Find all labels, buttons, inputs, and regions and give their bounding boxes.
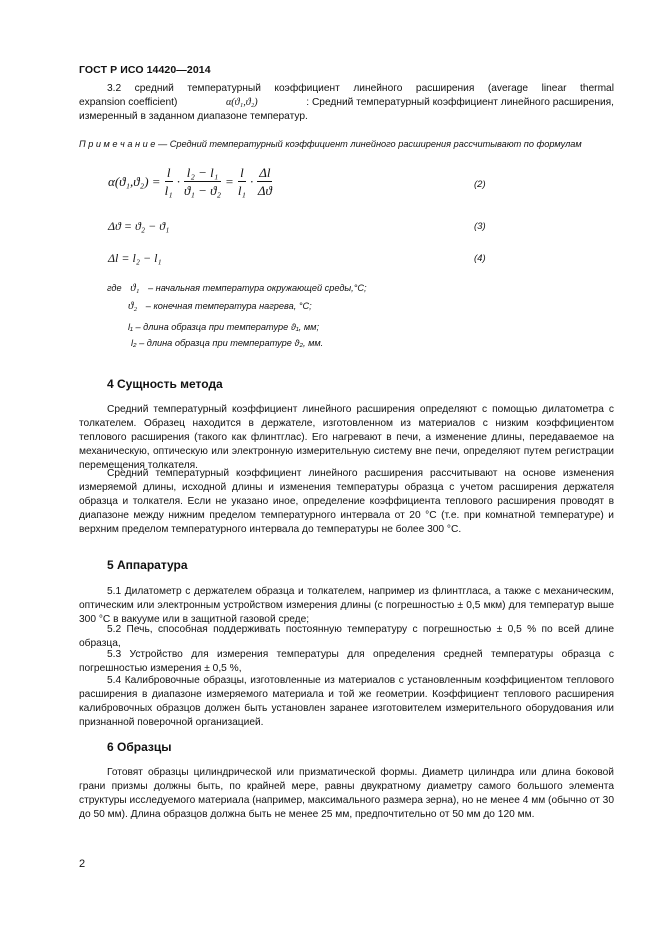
section-4-heading: 4 Сущность метода <box>107 377 223 391</box>
formula-2-fraction-1 <box>165 164 173 199</box>
standard-header: ГОСТ Р ИСО 14420—2014 <box>79 64 211 76</box>
section-6-paragraph-1: Готовят образцы цилиндрической или призматической формы. Диаметр цилиндра или длина боковой грани призмы должны быть, по крайней мере, равны двукратному диаметру самого большого элемента структуры исследуемого материала (например, максимального размера зерна), но не менее 4 мм (обычно от 30 до 50 мм). Длина образцов должна быть не менее 25 мм, предпочтительно от 50 мм до 120 мм. <box>79 767 614 820</box>
fraction-numerator: l <box>165 164 173 182</box>
formula-2 <box>108 164 272 199</box>
where-line-1 <box>107 282 367 294</box>
definition-line-2 <box>79 96 614 110</box>
formula-4-number: (4) <box>474 253 486 264</box>
section-5-item-4: 5.4 Калибровочные образцы, изготовленные из материалов с установленным коэффициентом теплового расширения в диапазоне измеряемого материала и той же геометрии. Коэффициент теплового расширения калибровочных образцов должен быть установлен заранее изготовителем измерительного оборудования или признанной поверочной организацией. <box>79 675 614 728</box>
formula-4: Δl = l₂ − l₁ <box>108 251 162 265</box>
formula-2-number: (2) <box>474 179 486 190</box>
note-text: Средний температурный коэффициент линейного расширения рассчитывают по формулам <box>169 139 582 149</box>
where-symbol-2: ϑ₂ <box>128 300 138 312</box>
definition-line-3: измеренный в заданном диапазоне температур. <box>79 111 308 122</box>
where-symbol-1: ϑ₁ <box>130 282 140 294</box>
equals-sign: = <box>225 173 234 189</box>
formula-2-fraction-2 <box>184 164 221 199</box>
fraction-denominator: l₁ <box>237 183 246 198</box>
section-4-paragraph-1: Средний температурный коэффициент линейного расширения определяют с помощью дилатометра с толкателем. Образец находится в держателе, изготовленном из материалов с низким коэффициентом теплового расширения (такого как флинтглас). Его нагревают в печи, а изменение длины, передаваемое на механическую, оптическую или электронную измерительную систему вне печи, определяют путем регистрации перемещения толкателя. <box>79 404 614 471</box>
definition-line-1: 3.2 средний температурный коэффициент линейного расширения (average linear thermal <box>107 83 614 94</box>
section-5-item-1: 5.1 Дилатометр с держателем образца и толкателем, например из флинтгласа, а также с механическим, оптическим или электронным устройством измерения длины (с погрешностью ± 0,5 мкм) для температур выше 300 °С в вакууме или в защитной газовой среде; <box>79 586 614 625</box>
section-5-heading: 5 Аппаратура <box>107 558 188 572</box>
fraction-numerator: l <box>238 164 246 182</box>
multiply-dot: · <box>176 173 180 189</box>
definition-term-en: expansion coefficient) <box>79 97 178 108</box>
section-5-item-2: 5.2 Печь, способная поддерживать постоянную температуру с погрешностью ± 0,5 % по всей длине образца, <box>79 624 614 649</box>
note-label: П р и м е ч а н и е — <box>79 139 170 149</box>
where-prefix: где <box>107 283 122 293</box>
multiply-dot: · <box>249 173 254 189</box>
formula-2-lhs: α(ϑ₁,ϑ₂) = <box>108 173 161 189</box>
fraction-denominator: Δϑ <box>257 183 272 198</box>
where-line-2 <box>128 300 312 312</box>
note <box>79 138 614 151</box>
formula-3: Δϑ = ϑ₂ − ϑ₁ <box>108 219 170 233</box>
where-line-3: l₁ – длина образца при температуре ϑ₁, мм; <box>128 322 320 332</box>
where-line-4: l₂ – длина образца при температуре ϑ₂, мм. <box>131 338 324 348</box>
formula-2-fraction-4 <box>257 164 272 199</box>
section-6-heading: 6 Образцы <box>107 740 172 754</box>
fraction-numerator: Δl <box>259 165 271 180</box>
fraction-denominator: l₁ <box>164 183 173 198</box>
where-text-2: – конечная температура нагрева, °С; <box>145 301 312 311</box>
fraction-numerator: l₂ − l₁ <box>184 164 221 182</box>
definition-text: : Средний температурный коэффициент линейного расширения, <box>306 97 614 108</box>
section-4-paragraph-2: Средний температурный коэффициент линейного расширения рассчитывают на основе изменения измеряемой длины, исходной длины и изменения температуры образца с учетом расширения держателя образца и толкателя. Если не указано иное, определение коэффициента теплового расширения проводят в диапазоне между нижним пределом температурного интервала от 20 °С (т.е. при комнатной температуре) и верхним пределом температурного интервала до температуры не более 300 °С. <box>79 468 614 535</box>
section-5-item-3: 5.3 Устройство для измерения температуры для определения средней температуры образца с погрешностью измерения ± 0,5 %, <box>79 649 614 674</box>
definition-symbol: α(ϑ₁,ϑ₂) <box>225 97 258 108</box>
formula-3-number: (3) <box>474 221 486 232</box>
where-text-1: – начальная температура окружающей среды,°С; <box>147 283 367 293</box>
fraction-denominator: ϑ₁ − ϑ₂ <box>183 183 222 198</box>
page-number: 2 <box>79 858 86 870</box>
formula-2-fraction-3 <box>238 164 246 199</box>
